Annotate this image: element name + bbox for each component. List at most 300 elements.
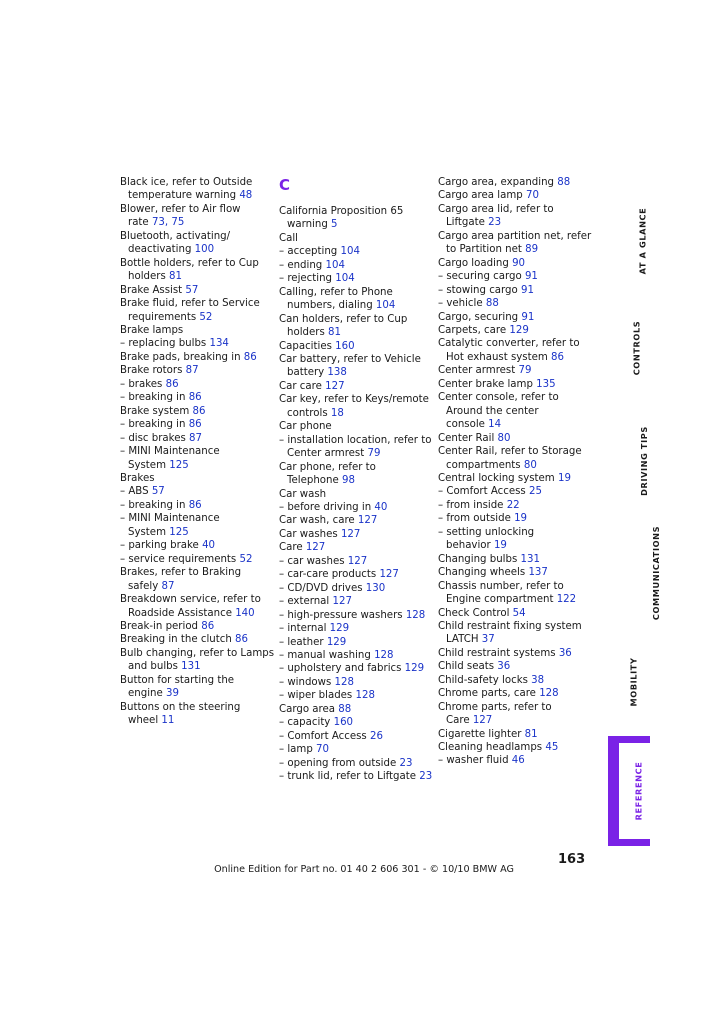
tab-communications[interactable]	[609, 525, 662, 621]
index-entry-text: Car battery, refer to Vehicle	[279, 353, 421, 365]
index-entry	[120, 189, 270, 202]
index-entry-text: Brakes	[120, 472, 155, 484]
index-entry	[120, 593, 270, 606]
index-entry	[438, 337, 588, 350]
index-entry	[438, 230, 592, 243]
index-entry-text: – rejecting	[279, 273, 336, 285]
page-link[interactable]: 38	[531, 674, 545, 686]
index-entry-text: Cargo area lid, refer to	[438, 203, 554, 215]
index-entry-text: Changing bulbs	[438, 553, 521, 565]
index-entry	[120, 270, 270, 283]
page-link[interactable]: 88	[338, 703, 352, 715]
index-entry	[120, 512, 270, 525]
index-entry	[438, 297, 588, 310]
index-entry	[279, 622, 429, 635]
index-entry-text: deactivating	[128, 244, 195, 256]
index-entry	[279, 636, 429, 649]
index-entry	[120, 633, 270, 646]
page-link[interactable]: 86	[188, 419, 202, 431]
page-link[interactable]: 89	[525, 244, 539, 256]
index-entry	[120, 553, 270, 566]
index-entry	[120, 620, 270, 633]
page-link[interactable]: 54	[512, 607, 526, 619]
tab-driving-tips-label: DRIVING TIPS	[638, 426, 649, 496]
index-entry	[120, 351, 270, 364]
page-link[interactable]: 81	[328, 327, 341, 339]
index-entry-text: System	[128, 459, 170, 471]
index-entry	[279, 757, 429, 770]
page-link[interactable]: 86	[551, 351, 564, 363]
index-entry	[279, 366, 429, 379]
index-entry	[279, 380, 429, 393]
index-entry	[279, 259, 429, 272]
index-entry-text: Brake rotors	[120, 365, 186, 377]
page-link[interactable]: 23	[419, 771, 433, 783]
page-link[interactable]: 70	[525, 190, 539, 202]
index-entry-text: – high-pressure washers	[279, 609, 406, 621]
index-entry-text: Child seats	[438, 661, 498, 673]
index-entry	[279, 232, 429, 245]
page-link[interactable]: 90	[512, 257, 526, 269]
index-entry-text: Chrome parts, refer to	[438, 701, 552, 713]
page-link[interactable]: 11	[161, 715, 175, 727]
page-link[interactable]: 131	[520, 553, 540, 565]
index-entry	[279, 582, 429, 595]
index-entry-text: Telephone	[287, 475, 342, 487]
page-link[interactable]: 45	[545, 742, 559, 754]
index-entry-text: safely	[128, 580, 162, 592]
page-link[interactable]: 40	[202, 540, 216, 552]
page-link[interactable]: 37	[481, 634, 495, 646]
index-entry	[438, 270, 588, 283]
page-link[interactable]: 70	[316, 744, 330, 756]
index-entry-text: Center armrest	[438, 365, 519, 377]
index-entry	[438, 432, 588, 445]
index-entry	[279, 514, 429, 527]
index-entry	[120, 472, 270, 485]
section-letter: C	[279, 176, 291, 194]
index-entry	[120, 701, 270, 714]
index-entry-text: Chrome parts, care	[438, 688, 540, 700]
index-entry-text: – ABS	[120, 486, 152, 498]
index-entry	[438, 378, 588, 391]
index-entry-text: Button for starting the	[120, 674, 235, 686]
index-entry	[438, 741, 588, 754]
tab-mobility-label: MOBILITY	[628, 657, 639, 707]
page-link[interactable]: 91	[521, 311, 535, 323]
index-entry	[279, 205, 429, 218]
index-entry-text: – breaking in	[120, 419, 189, 431]
page-link[interactable]: 57	[151, 486, 165, 498]
index-entry-text: numbers, dialing	[287, 300, 376, 312]
index-entry-text: Catalytic converter, refer to	[438, 338, 580, 350]
index-entry	[120, 499, 270, 512]
index-entry	[120, 378, 270, 391]
index-entry-text: Center brake lamp	[438, 378, 537, 390]
index-entry	[438, 203, 588, 216]
page-link[interactable]: 79	[367, 448, 381, 460]
index-entry	[120, 297, 270, 310]
index-entry	[120, 539, 270, 552]
index-entry-text: – internal	[279, 623, 330, 635]
index-entry-text: Roadside Assistance	[128, 607, 236, 619]
index-entry-text: – windows	[279, 676, 335, 688]
index-entry-text: Capacities	[279, 340, 336, 352]
index-entry-text: Engine compartment	[446, 594, 557, 606]
index-entry-text: Center Rail, refer to Storage	[438, 446, 582, 458]
page-link[interactable]: 46	[511, 755, 525, 767]
index-entry-text: Cargo, securing	[438, 311, 522, 323]
index-entry	[438, 728, 588, 741]
index-entry	[438, 607, 588, 620]
index-entry-text: Cigarette lighter	[438, 728, 525, 740]
index-entry-text: Central locking system	[438, 472, 558, 484]
index-entry	[279, 313, 429, 326]
index-entry	[438, 216, 588, 229]
tab-controls[interactable]	[609, 320, 653, 376]
index-entry	[120, 459, 270, 472]
index-entry	[279, 689, 429, 702]
page-link[interactable]: 23	[399, 757, 413, 769]
index-entry	[279, 703, 429, 716]
index-entry	[438, 593, 588, 606]
index-entry-text: Brake lamps	[120, 324, 184, 336]
page-link[interactable]: 87	[185, 365, 199, 377]
index-entry	[279, 420, 429, 433]
page-link[interactable]: 22	[506, 499, 520, 511]
page-link[interactable]: 48	[239, 190, 253, 202]
index-entry	[279, 407, 429, 420]
page-link[interactable]: 19	[514, 513, 528, 525]
tab-at-a-glance[interactable]	[609, 207, 653, 275]
index-entry	[438, 284, 588, 297]
index-entry	[120, 445, 270, 458]
index-entry-text: holders	[287, 327, 328, 339]
index-entry	[120, 364, 270, 377]
index-entry	[279, 218, 429, 231]
index-entry-text: Care	[279, 542, 306, 554]
index-entry	[120, 566, 270, 579]
index-entry	[438, 674, 588, 687]
page-link[interactable]: 128	[334, 676, 354, 688]
index-entry-text: System	[128, 526, 170, 538]
index-entry	[279, 649, 429, 662]
index-entry	[279, 595, 429, 608]
tab-driving-tips[interactable]	[609, 426, 653, 496]
index-entry-text: rate	[128, 217, 152, 229]
page-link[interactable]: 40	[374, 501, 388, 513]
index-entry-text: – CD/DVD drives	[279, 582, 366, 594]
page-link[interactable]: 36	[558, 647, 572, 659]
page-link[interactable]: 129	[326, 636, 347, 648]
index-entry-text: – brakes	[120, 378, 166, 390]
index-entry-text: – ending	[279, 259, 326, 271]
page-link[interactable]: 57	[185, 284, 199, 296]
index-entry	[120, 580, 270, 593]
index-entry	[438, 257, 588, 270]
index-entry	[438, 445, 588, 458]
index-entry	[279, 501, 429, 514]
page-link[interactable]: 91	[520, 284, 534, 296]
index-entry	[279, 555, 429, 568]
page-link[interactable]: 88	[557, 177, 571, 188]
page-link[interactable]: 127	[332, 596, 352, 608]
index-entry-text: Calling, refer to Phone	[279, 286, 393, 298]
page-link[interactable]: 131	[181, 661, 201, 673]
page-link[interactable]: 86	[188, 499, 202, 511]
page-link[interactable]: 128	[355, 690, 375, 702]
index-entry-text: Cargo area lamp	[438, 190, 526, 202]
page-link[interactable]: 127	[325, 380, 345, 392]
index-entry-text: Liftgate	[446, 217, 489, 229]
index-entry-text: holders	[128, 271, 169, 283]
index-entry-text: – disc brakes	[120, 432, 190, 444]
page-link[interactable]: 127	[379, 569, 399, 581]
page-link[interactable]: 160	[333, 717, 354, 729]
page-link[interactable]: 91	[524, 271, 538, 283]
tab-reference[interactable]	[609, 761, 653, 821]
page-link[interactable]: 52	[239, 553, 253, 565]
page-link[interactable]: 129	[509, 324, 529, 336]
index-entry-text: – wiper blades	[279, 690, 356, 702]
page-link[interactable]: 73, 75	[151, 217, 185, 229]
index-entry	[438, 351, 588, 364]
index-entry	[120, 243, 270, 256]
page-link[interactable]: 137	[528, 567, 548, 579]
tab-at-a-glance-label: AT A GLANCE	[637, 207, 648, 275]
page-link[interactable]: 14	[488, 419, 502, 431]
index-entry-text: behavior	[446, 540, 494, 552]
page-link[interactable]: 79	[518, 365, 532, 377]
index-entry-text: – from inside	[438, 499, 507, 511]
index-entry-text: – from outside	[438, 513, 515, 525]
page-link[interactable]: 127	[305, 542, 326, 554]
page-link[interactable]: 135	[536, 378, 556, 390]
page-link[interactable]: 19	[557, 472, 571, 484]
index-entry	[279, 743, 429, 756]
index-entry-text: Car phone, refer to	[279, 461, 376, 473]
page-link[interactable]: 86	[165, 378, 179, 390]
page-link[interactable]: 86	[235, 634, 248, 646]
page-link[interactable]: 160	[335, 340, 355, 352]
index-entry-text: – trunk lid, refer to Liftgate	[279, 771, 420, 783]
index-entry-text: Check Control	[438, 607, 513, 619]
index-entry	[279, 716, 429, 729]
index-entry	[120, 337, 270, 350]
page-link[interactable]: 80	[497, 432, 511, 444]
index-entry-text: California Proposition 65	[279, 206, 404, 217]
page-link[interactable]: 128	[374, 649, 394, 661]
page-link[interactable]: 127	[340, 528, 361, 540]
index-entry	[438, 566, 588, 579]
index-entry-text: – lamp	[279, 744, 317, 756]
index-entry	[438, 580, 588, 593]
index-entry	[438, 459, 588, 472]
index-entry-text: Car wash, care	[279, 515, 358, 527]
page-link[interactable]: 86	[192, 405, 206, 417]
page-link[interactable]: 130	[365, 582, 386, 594]
index-entry-text: Black ice, refer to Outside	[120, 177, 253, 188]
page-link[interactable]: 98	[341, 475, 355, 487]
index-entry-text: Brake pads, breaking in	[120, 351, 244, 363]
index-entry-text: – opening from outside	[279, 757, 400, 769]
index-entry-text: Break-in period	[120, 620, 202, 632]
index-entry-text: console	[446, 419, 489, 431]
page-link[interactable]: 100	[194, 244, 215, 256]
page-link[interactable]: 86	[201, 620, 215, 632]
page-link[interactable]: 86	[243, 351, 257, 363]
index-entry	[279, 299, 429, 312]
index-entry-text: – MINI Maintenance	[120, 513, 220, 525]
index-column-3	[438, 176, 592, 768]
index-entry-text: Breaking in the clutch	[120, 634, 236, 646]
index-entry	[120, 284, 270, 297]
index-entry-text: Car phone	[279, 421, 332, 433]
index-entry	[279, 286, 429, 299]
index-entry	[120, 230, 270, 243]
page-link[interactable]: 26	[369, 730, 383, 742]
tab-communications-label: COMMUNICATIONS	[651, 525, 662, 621]
page-link[interactable]: 128	[405, 609, 426, 621]
index-entry	[120, 176, 270, 189]
index-entry-text: Child restraint systems	[438, 647, 559, 659]
index-entry	[438, 243, 588, 256]
index-entry	[279, 676, 429, 689]
index-entry-text: – car washes	[279, 555, 348, 567]
index-entry-text: Car wash	[279, 488, 327, 500]
page-link[interactable]: 125	[169, 459, 189, 471]
index-entry-text: Child-safety locks	[438, 674, 532, 686]
page-link[interactable]: 52	[199, 311, 213, 323]
index-entry	[438, 391, 588, 404]
page-link[interactable]: 23	[488, 217, 502, 229]
page-link[interactable]: 122	[556, 594, 577, 606]
page-link[interactable]: 25	[528, 486, 542, 498]
index-entry-text: – securing cargo	[438, 271, 525, 283]
page-link[interactable]: 134	[209, 338, 229, 350]
index-column-2	[279, 176, 433, 783]
index-entry	[120, 405, 270, 418]
index-entry	[438, 364, 588, 377]
index-entry-text: Around the center	[446, 405, 539, 417]
index-entry	[438, 324, 588, 337]
index-entry-text: controls	[287, 407, 331, 419]
index-entry-text: – replacing bulbs	[120, 338, 210, 350]
index-entry	[279, 393, 429, 406]
index-entry-text: – breaking in	[120, 392, 189, 404]
index-entry	[438, 633, 588, 646]
index-entry-text: LATCH	[446, 634, 482, 646]
index-entry-text: Cargo area, expanding	[438, 177, 558, 188]
page-link[interactable]: 138	[327, 367, 347, 379]
index-entry	[279, 770, 433, 783]
page-link[interactable]: 125	[169, 526, 189, 538]
index-entry	[438, 405, 588, 418]
index-entry	[438, 714, 588, 727]
index-entry-text: – Comfort Access	[279, 730, 370, 742]
index-entry-text: Car washes	[279, 528, 341, 540]
index-entry-text: Carpets, care	[438, 324, 510, 336]
page-link[interactable]: 127	[347, 555, 368, 567]
index-entry-text: Cargo area partition net, refer	[438, 230, 592, 242]
index-entry	[120, 418, 270, 431]
index-entry-text: – leather	[279, 636, 327, 648]
page-link[interactable]: 104	[375, 300, 396, 312]
index-entry-text: – car-care products	[279, 569, 380, 581]
page-link[interactable]: 36	[497, 661, 511, 673]
index-entry	[120, 257, 270, 270]
index-entry-text: Brakes, refer to Braking	[120, 567, 242, 579]
index-entry-text: – Comfort Access	[438, 486, 529, 498]
index-entry	[120, 607, 270, 620]
page-link[interactable]: 127	[472, 715, 493, 727]
index-entry	[279, 730, 429, 743]
page-link[interactable]: 88	[485, 298, 499, 310]
index-entry-text: – upholstery and fabrics	[279, 663, 405, 675]
index-entry-text: – service requirements	[120, 553, 240, 565]
page-link[interactable]: 18	[330, 407, 344, 419]
index-entry-text: Breakdown service, refer to	[120, 594, 261, 606]
index-entry	[120, 647, 275, 660]
page-link[interactable]: 129	[404, 663, 425, 675]
page-link[interactable]: 86	[188, 392, 202, 404]
index-entry-text: Call	[279, 232, 299, 244]
index-entry	[120, 485, 270, 498]
page-link[interactable]: 140	[235, 607, 255, 619]
index-entry	[279, 461, 429, 474]
index-entry	[120, 203, 270, 216]
index-entry	[120, 714, 270, 727]
tab-mobility[interactable]	[609, 657, 653, 707]
index-entry-text: Bluetooth, activating/	[120, 230, 231, 242]
index-entry	[438, 418, 588, 431]
page-link[interactable]: 19	[493, 540, 507, 552]
page-link[interactable]: 5	[331, 219, 338, 231]
page-link[interactable]: 39	[165, 688, 179, 700]
index-entry	[120, 391, 270, 404]
page-link[interactable]: 104	[335, 273, 355, 285]
index-entry-text: – external	[279, 596, 333, 608]
index-entry	[438, 512, 588, 525]
index-entry	[279, 609, 429, 622]
page-link[interactable]: 129	[329, 623, 350, 635]
page-link[interactable]: 128	[539, 688, 559, 700]
page-link[interactable]: 80	[523, 459, 537, 471]
index-entry	[438, 553, 588, 566]
page-link[interactable]: 87	[189, 432, 202, 444]
page-link[interactable]: 87	[161, 580, 175, 592]
page-link[interactable]: 127	[357, 515, 378, 527]
index-entry-text: wheel	[128, 715, 162, 727]
page-link[interactable]: 81	[524, 728, 538, 740]
page-link[interactable]: 81	[169, 271, 182, 283]
index-entry-text: to Partition net	[446, 244, 526, 256]
index-entry	[279, 326, 429, 339]
index-entry-text: Center armrest	[287, 448, 368, 460]
page-link[interactable]: 104	[340, 246, 360, 258]
index-entry-text: Buttons on the steering	[120, 701, 241, 713]
index-entry	[279, 447, 429, 460]
index-entry-text: – stowing cargo	[438, 284, 521, 296]
index-entry-text: Bottle holders, refer to Cup	[120, 257, 259, 269]
index-entry-text: temperature warning	[128, 190, 240, 202]
index-entry-text: – MINI Maintenance	[120, 446, 220, 458]
index-entry-text: – washer fluid	[438, 755, 512, 767]
index-entry	[438, 660, 588, 673]
page-link[interactable]: 104	[325, 259, 345, 271]
index-entry-text: requirements	[128, 311, 200, 323]
index-entry	[279, 340, 429, 353]
